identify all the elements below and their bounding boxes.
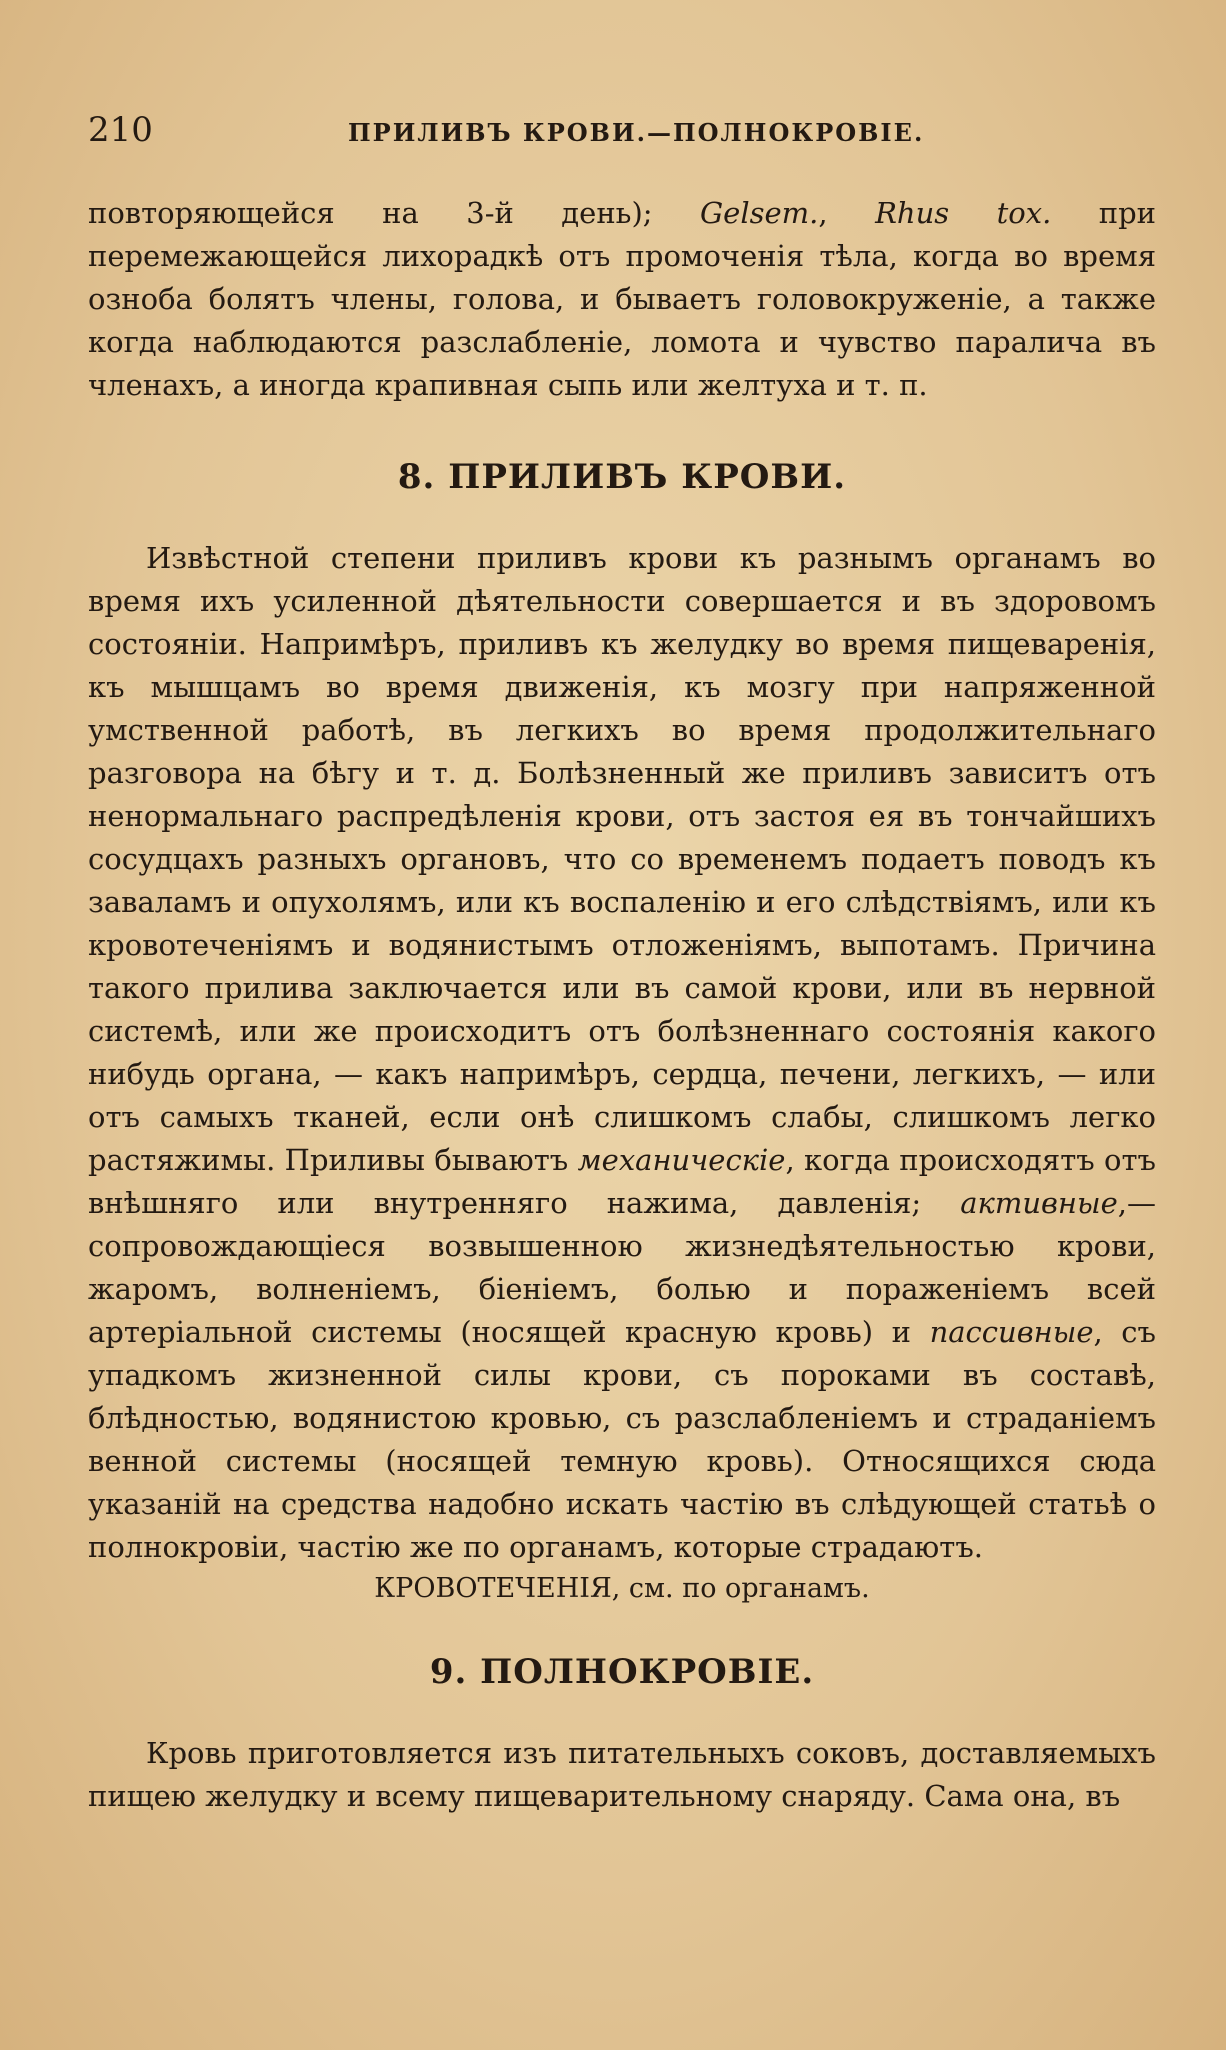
section-9-heading: 9. ПОЛНОКРОВІЕ. (429, 1652, 815, 1692)
intro-text-2: , (818, 196, 876, 230)
cross-reference-note: КРОВОТЕЧЕНІЯ, см. по органамъ. (374, 1573, 870, 1604)
s8-text-3: ,—сопровождающіеся возвышенною жизнедѣятельностью крови, жаромъ, волненіемъ, біеніемъ, болью и пораженіемъ всей артеріальной системы (носящей красную кровь) и (88, 1186, 1156, 1349)
section-8-heading: 8. ПРИЛИВЪ КРОВИ. (397, 457, 847, 497)
term-passive: пассивные (929, 1315, 1094, 1349)
running-title: ПРИЛИВЪ КРОВИ.—ПОЛНОКРОВІЕ. (348, 118, 925, 147)
term-mechanical: механическіе (577, 1143, 786, 1177)
remedy-gelsem: Gelsem. (700, 196, 819, 230)
page-number: 210 (88, 110, 153, 150)
section-8-paragraph (88, 537, 1156, 1569)
s8-text-4: , съ упадкомъ жизненной силы крови, съ пороками въ составѣ, блѣдностью, водянистою кровью, съ разслабленіемъ и страданіемъ венной системы (носящей темную кровь). Относящихся сюда указаній на средства надобно искать частію въ слѣдующей статьѣ о полнокровіи, частію же по органамъ, которые страдаютъ. (88, 1315, 1156, 1564)
s8-text-2: , когда происходятъ отъ внѣшняго или внутренняго нажима, давленія; (88, 1143, 1156, 1220)
section-9-paragraph: Кровь приготовляется изъ питательныхъ соковъ, доставляемыхъ пищею желудку и всему пищеварительному снаряду. Сама она, въ (88, 1736, 1156, 1813)
intro-text-1: повторяющейся на 3-й день); (88, 196, 700, 230)
intro-paragraph (88, 192, 1156, 407)
remedy-rhus: Rhus tox. (875, 196, 1052, 230)
page-header (88, 110, 1156, 150)
term-active: активные (960, 1186, 1118, 1220)
s8-text-1: Извѣстной степени приливъ крови къ разнымъ органамъ во время ихъ усиленной дѣятельности совершается и въ здоровомъ состояніи. Напримѣръ, приливъ къ желудку во время пищеваренія, къ мышцамъ во время движенія, къ мозгу при напряженной умственной работѣ, въ легкихъ во время продолжительнаго разговора на бѣгу и т. д. Болѣзненный же приливъ зависитъ отъ ненормальнаго распредѣленія крови, отъ застоя ея въ тончайшихъ сосудцахъ разныхъ органовъ, что со временемъ подаетъ поводъ къ заваламъ и опухолямъ, или къ воспаленію и его слѣдствіямъ, или къ кровотеченіямъ и водянистымъ отложеніямъ, выпотамъ. Причина такого прилива заключается или въ самой крови, или въ нервной системѣ, или же происходитъ отъ болѣзненнаго состоянія какого нибудь органа, — какъ напримѣръ, сердца, печени, легкихъ, — или отъ самыхъ тканей, если онѣ слишкомъ слабы, слишкомъ легко растяжимы. Приливы бываютъ (88, 541, 1156, 1177)
book-page (88, 110, 1156, 1818)
intro-text-3: при перемежающейся лихорадкѣ отъ промоченія тѣла, когда во время озноба болятъ члены, голова, и бываетъ головокруженіе, а также когда наблюдаются разслабленіе, ломота и чувство паралича въ членахъ, а иногда крапивная сыпь или желтуха и т. п. (88, 196, 1156, 402)
